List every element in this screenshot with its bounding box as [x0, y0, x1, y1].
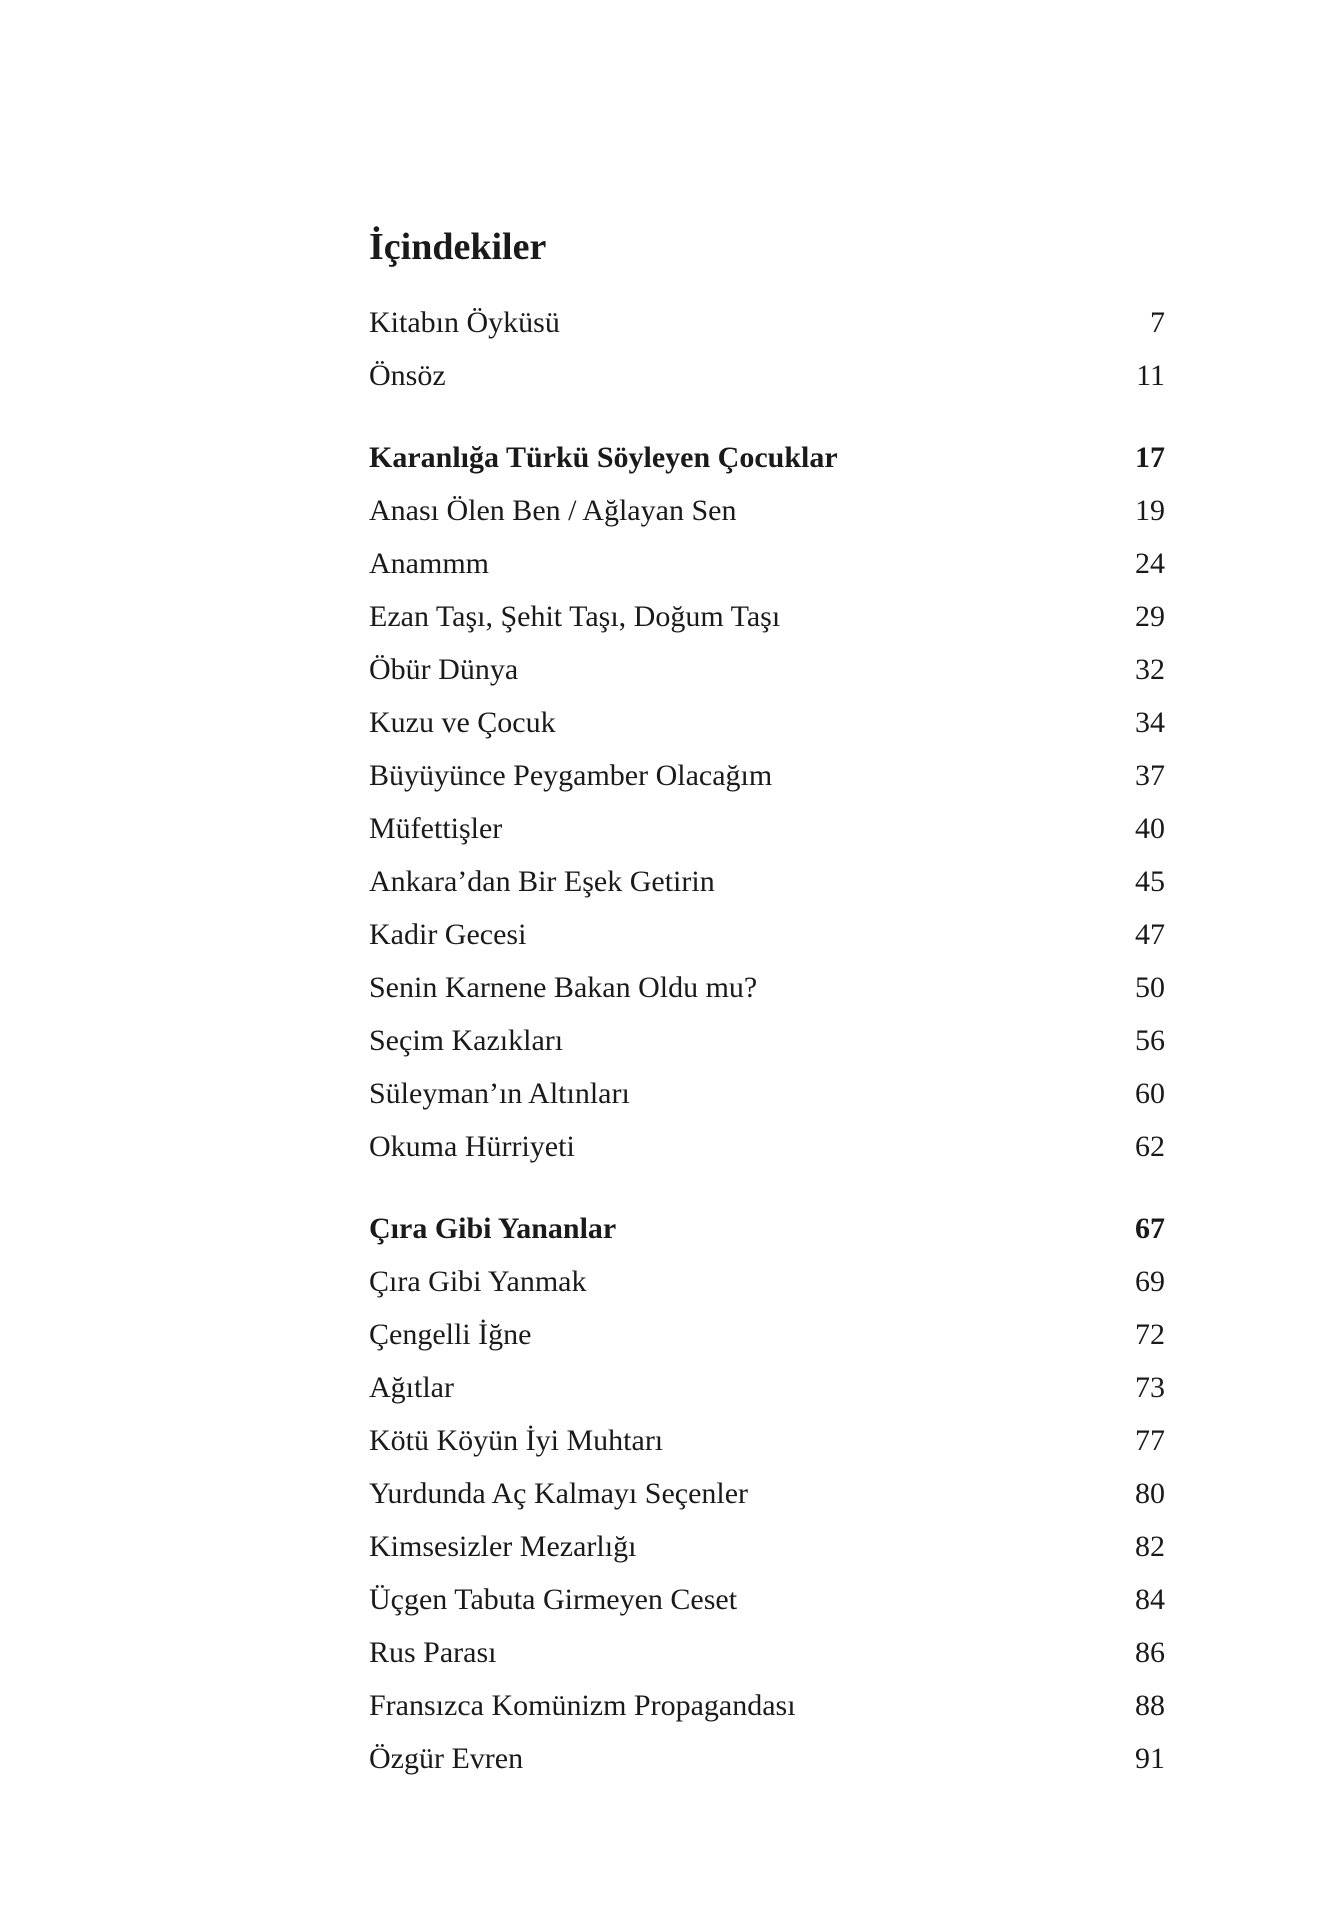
toc-entry-page: 86 [1135, 1636, 1165, 1669]
toc-entry [369, 802, 1165, 855]
toc-entry-page: 11 [1136, 359, 1165, 392]
toc-entry [369, 349, 1165, 402]
toc-entry-label: Çengelli İğne [369, 1318, 532, 1351]
toc-entry-label: Okuma Hürriyeti [369, 1130, 575, 1163]
toc-entry-label: Ankara’dan Bir Eşek Getirin [369, 865, 715, 898]
toc-entry-page: 34 [1135, 706, 1165, 739]
toc-entry-label: Üçgen Tabuta Girmeyen Ceset [369, 1583, 738, 1616]
toc-entry-page: 69 [1135, 1265, 1165, 1298]
toc-entry [369, 537, 1165, 590]
toc-entry-page: 80 [1135, 1477, 1165, 1510]
toc-entry-label: Kitabın Öyküsü [369, 306, 560, 339]
toc-entry-label: Özgür Evren [369, 1742, 524, 1775]
toc-entry-page: 37 [1135, 759, 1165, 792]
toc-entry-label: Rus Parası [369, 1636, 497, 1669]
toc-entry [369, 1067, 1165, 1120]
toc-entry-label: Kadir Gecesi [369, 918, 527, 951]
toc-list [369, 296, 1165, 1785]
toc-entry-page: 32 [1135, 653, 1165, 686]
toc-entry-label: Çıra Gibi Yanmak [369, 1265, 587, 1298]
toc-section-page: 17 [1135, 441, 1165, 474]
toc-entry [369, 1573, 1165, 1626]
toc-entry-page: 47 [1135, 918, 1165, 951]
toc-entry-page: 88 [1135, 1689, 1165, 1722]
toc-entry-label: Kötü Köyün İyi Muhtarı [369, 1424, 664, 1457]
toc-section-label: Çıra Gibi Yananlar [369, 1212, 617, 1245]
toc-entry-page: 77 [1135, 1424, 1165, 1457]
toc-entry [369, 961, 1165, 1014]
toc-entry [369, 1679, 1165, 1732]
toc-entry-page: 91 [1135, 1742, 1165, 1775]
toc-entry-label: Süleyman’ın Altınları [369, 1077, 630, 1110]
toc-page [369, 220, 1165, 1785]
toc-entry-page: 73 [1135, 1371, 1165, 1404]
toc-entry-label: Fransızca Komünizm Propagandası [369, 1689, 796, 1722]
toc-section-page: 67 [1135, 1212, 1165, 1245]
toc-entry-page: 45 [1135, 865, 1165, 898]
toc-entry [369, 484, 1165, 537]
toc-entry [369, 1520, 1165, 1573]
toc-entry-label: Büyüyünce Peygamber Olacağım [369, 759, 773, 792]
toc-section-heading [369, 431, 1165, 484]
toc-entry-label: Müfettişler [369, 812, 503, 845]
toc-entry [369, 1414, 1165, 1467]
toc-entry [369, 696, 1165, 749]
toc-entry-page: 82 [1135, 1530, 1165, 1563]
toc-entry-label: Anammm [369, 547, 489, 580]
toc-entry-page: 72 [1135, 1318, 1165, 1351]
toc-entry-label: Anası Ölen Ben / Ağlayan Sen [369, 494, 737, 527]
toc-entry-label: Yurdunda Aç Kalmayı Seçenler [369, 1477, 749, 1510]
toc-entry-label: Seçim Kazıkları [369, 1024, 564, 1057]
toc-entry [369, 643, 1165, 696]
toc-title: İçindekiler [369, 226, 547, 268]
toc-entry-page: 19 [1135, 494, 1165, 527]
toc-entry [369, 1467, 1165, 1520]
toc-entry-page: 29 [1135, 600, 1165, 633]
toc-entry-label: Ağıtlar [369, 1371, 454, 1404]
toc-entry [369, 1626, 1165, 1679]
toc-section-heading [369, 1202, 1165, 1255]
toc-entry-label: Önsöz [369, 359, 446, 392]
toc-entry-page: 40 [1135, 812, 1165, 845]
toc-entry-label: Kimsesizler Mezarlığı [369, 1530, 637, 1563]
toc-section-label: Karanlığa Türkü Söyleyen Çocuklar [369, 441, 838, 474]
toc-entry [369, 749, 1165, 802]
toc-entry-page: 7 [1150, 306, 1165, 339]
toc-entry [369, 908, 1165, 961]
toc-entry-page: 84 [1135, 1583, 1165, 1616]
toc-entry-page: 50 [1135, 971, 1165, 1004]
toc-entry [369, 1361, 1165, 1414]
toc-entry [369, 855, 1165, 908]
toc-entry-page: 60 [1135, 1077, 1165, 1110]
toc-entry [369, 590, 1165, 643]
toc-entry-label: Senin Karnene Bakan Oldu mu? [369, 971, 758, 1004]
toc-entry-page: 62 [1135, 1130, 1165, 1163]
toc-entry-label: Öbür Dünya [369, 653, 519, 686]
toc-entry-page: 24 [1135, 547, 1165, 580]
toc-entry-label: Kuzu ve Çocuk [369, 706, 556, 739]
toc-entry [369, 1308, 1165, 1361]
toc-entry [369, 1732, 1165, 1785]
toc-entry-page: 56 [1135, 1024, 1165, 1057]
toc-entry [369, 1120, 1165, 1173]
toc-entry [369, 1014, 1165, 1067]
toc-entry [369, 296, 1165, 349]
toc-entry-label: Ezan Taşı, Şehit Taşı, Doğum Taşı [369, 600, 781, 633]
toc-entry [369, 1255, 1165, 1308]
